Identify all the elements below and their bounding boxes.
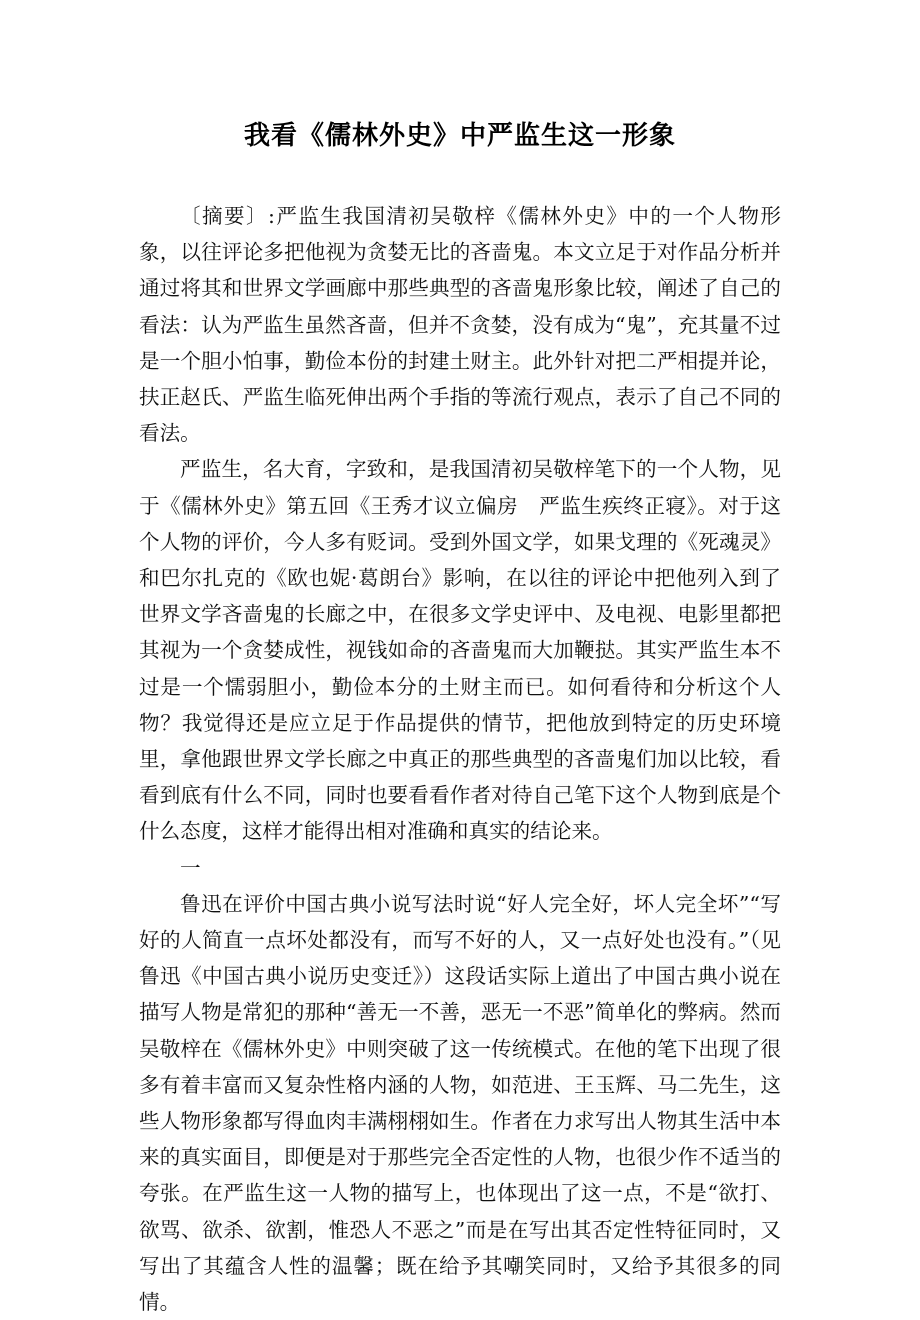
document-body xyxy=(139,198,781,1320)
intro-paragraph: 严监生，名大育，字致和，是我国清初吴敬梓笔下的一个人物，见于《儒林外史》第五回《王秀才议立偏房 严监生疾终正寝》。对于这个人物的评价，今人多有贬词。受到外国文学，如果戈理的《死魂灵》和巴尔扎克的《欧也妮·葛朗台》影响，在以往的评论中把他列入到了世界文学吝啬鬼的长廊之中，在很多文学史评中、及电视、电影里都把其视为一个贪婪成性，视钱如命的吝啬鬼而大加鞭挞。其实严监生本不过是一个懦弱胆小，勤俭本分的土财主而已。如何看待和分析这个人物？我觉得还是应立足于作品提供的情节，把他放到特定的历史环境里，拿他跟世界文学长廊之中真正的那些典型的吝啬鬼们加以比较，看看到底有什么不同，同时也要看看作者对待自己笔下这个人物到底是个什么态度，这样才能得出相对准确和真实的结论来。 xyxy=(139,457,781,844)
section-one-paragraph: 鲁迅在评价中国古典小说写法时说“好人完全好，坏人完全坏”“写好的人简直一点坏处都没有，而写不好的人，又一点好处也没有。”（见鲁迅《中国古典小说历史变迁》）这段话实际上道出了中国古典小说在描写人物是常犯的那种“善无一不善，恶无一不恶”简单化的弊病。然而吴敬梓在《儒林外史》中则突破了这一传统模式。在他的笔下出现了很多有着丰富而又复杂性格内涵的人物，如范进、王玉辉、马二先生，这些人物形象都写得血肉丰满栩栩如生。作者在力求写出人物其生活中本来的真实面目，即便是对于那些完全否定性的人物，也很少作不适当的夸张。在严监生这一人物的描写上，也体现出了这一点，不是“欲打、欲骂、欲杀、欲割，惟恐人不恶之”而是在写出其否定性特征同时，又写出了其蕴含人性的温馨；既在给予其嘲笑同时，又给予其很多的同情。 xyxy=(139,891,781,1315)
abstract-paragraph: 〔摘要〕:严监生我国清初吴敬梓《儒林外史》中的一个人物形象，以往评论多把他视为贪婪无比的吝啬鬼。本文立足于对作品分析并通过将其和世界文学画廊中那些典型的吝啬鬼形象比较，阐述了自己的看法：认为严监生虽然吝啬，但并不贪婪，没有成为“鬼”，充其量不过是一个胆小怕事，勤俭本份的封建土财主。此外针对把二严相提并论，扶正赵氏、严监生临死伸出两个手指的等流行观点，表示了自己不同的看法。 xyxy=(139,204,781,446)
document-title: 我看《儒林外史》中严监生这一形象 xyxy=(243,121,676,151)
section-heading-one: 一 xyxy=(180,855,201,880)
